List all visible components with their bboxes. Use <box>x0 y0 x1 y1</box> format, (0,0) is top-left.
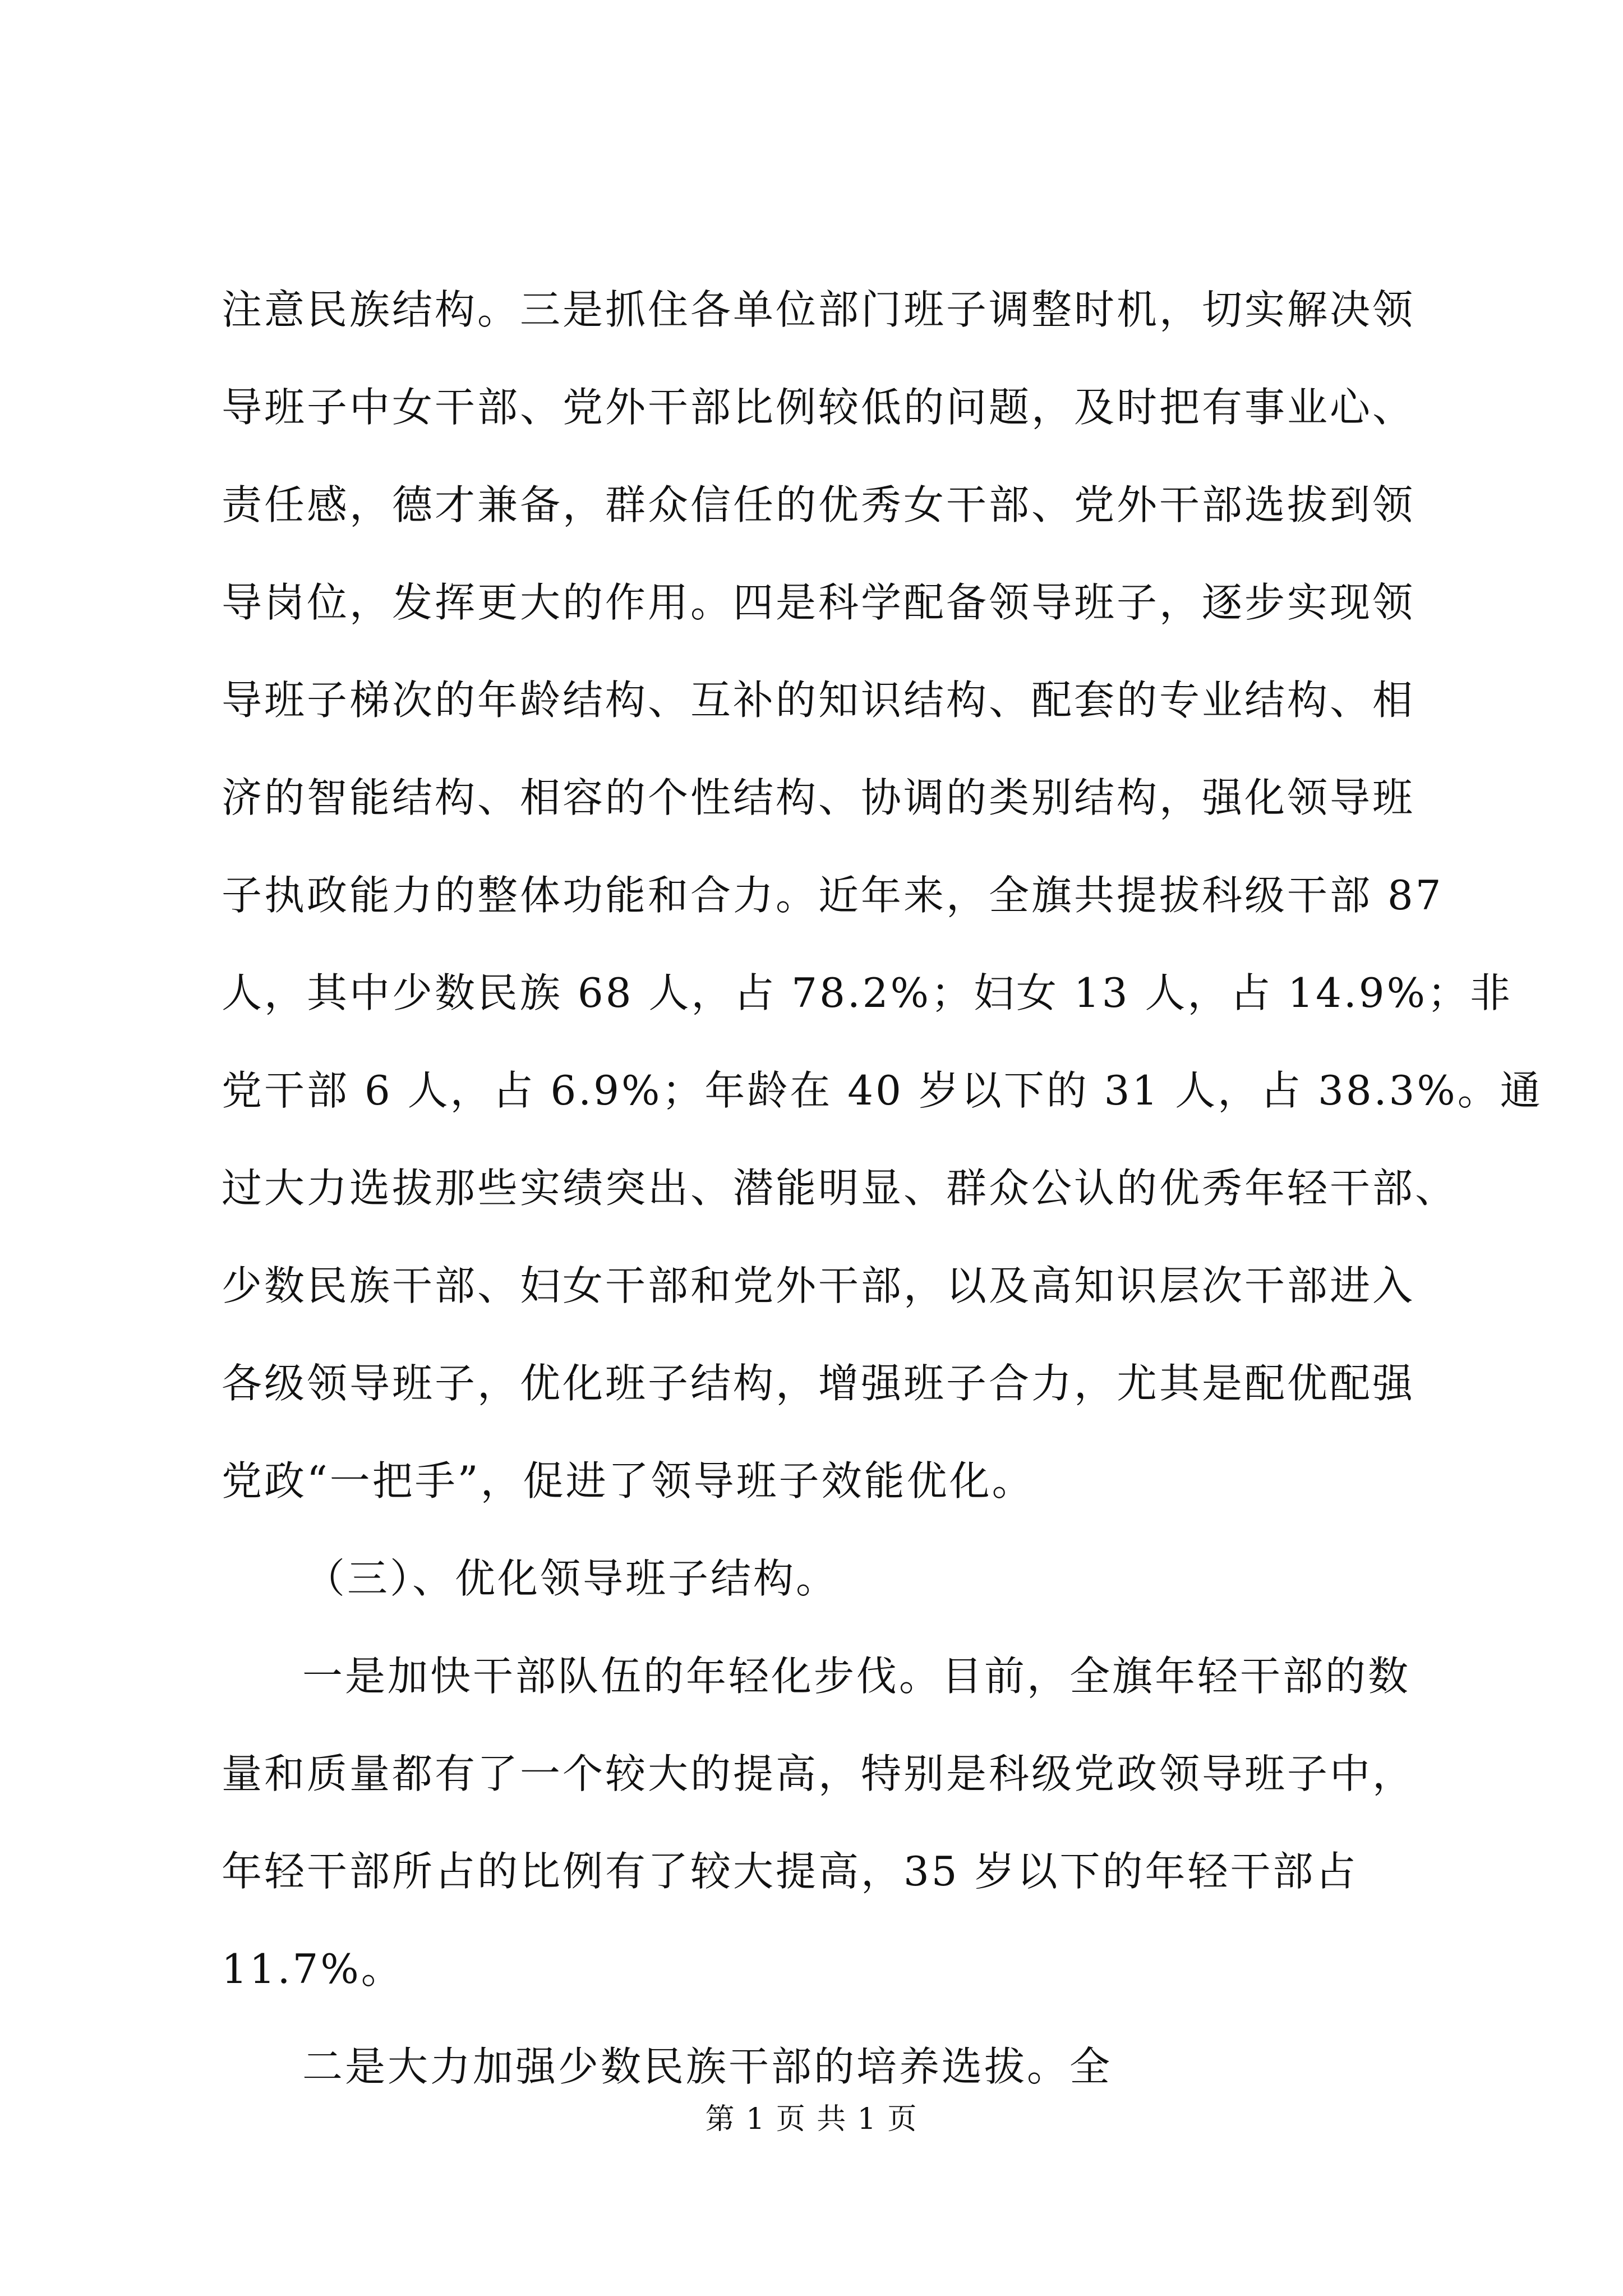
text-line: 责任感，德才兼备，群众信任的优秀女干部、党外干部选拔到领 <box>222 481 1415 528</box>
text-line: 量和质量都有了一个较大的提高，特别是科级党政领导班子中， <box>222 1750 1415 1797</box>
text-line: 党干部 6 人，占 6.9%；年龄在 40 岁以下的 31 人，占 38.3%。通 <box>222 1067 1543 1114</box>
text-line: 导班子中女干部、党外干部比例较低的问题，及时把有事业心、 <box>222 384 1415 431</box>
page-number-label: 第 1 页 共 1 页 <box>705 2102 918 2136</box>
text-line: 11.7%。 <box>222 1945 404 1993</box>
text-line: 导岗位，发挥更大的作用。四是科学配备领导班子，逐步实现领 <box>222 579 1415 626</box>
paragraph-start-line: 二是大力加强少数民族干部的培养选拔。全 <box>302 2043 1113 2090</box>
text-line: 年轻干部所占的比例有了较大提高，35 岁以下的年轻干部占 <box>222 1848 1358 1895</box>
text-line: 过大力选拔那些实绩突出、潜能明显、群众公认的优秀年轻干部、 <box>222 1165 1458 1212</box>
page-footer <box>0 2095 1623 2137</box>
text-line: 济的智能结构、相容的个性结构、协调的类别结构，强化领导班 <box>222 774 1415 821</box>
text-line: 各级领导班子，优化班子结构，增强班子合力，尤其是配优配强 <box>222 1360 1415 1407</box>
section-heading: （三）、优化领导班子结构。 <box>305 1555 839 1602</box>
text-line: 党政“一把手”，促进了领导班子效能优化。 <box>222 1457 1035 1504</box>
text-line: 导班子梯次的年龄结构、互补的知识结构、配套的专业结构、相 <box>222 677 1415 724</box>
text-line: 人，其中少数民族 68 人，占 78.2%；妇女 13 人，占 14.9%；非 <box>222 969 1513 1016</box>
document-body <box>222 261 1543 2115</box>
text-line: 注意民族结构。三是抓住各单位部门班子调整时机，切实解决领 <box>222 286 1415 333</box>
text-line: 子执政能力的整体功能和合力。近年来，全旗共提拔科级干部 87 <box>222 872 1444 919</box>
text-line: 少数民族干部、妇女干部和党外干部，以及高知识层次干部进入 <box>222 1262 1415 1309</box>
paragraph-start-line: 一是加快干部队伍的年轻化步伐。目前，全旗年轻干部的数 <box>302 1653 1411 1700</box>
